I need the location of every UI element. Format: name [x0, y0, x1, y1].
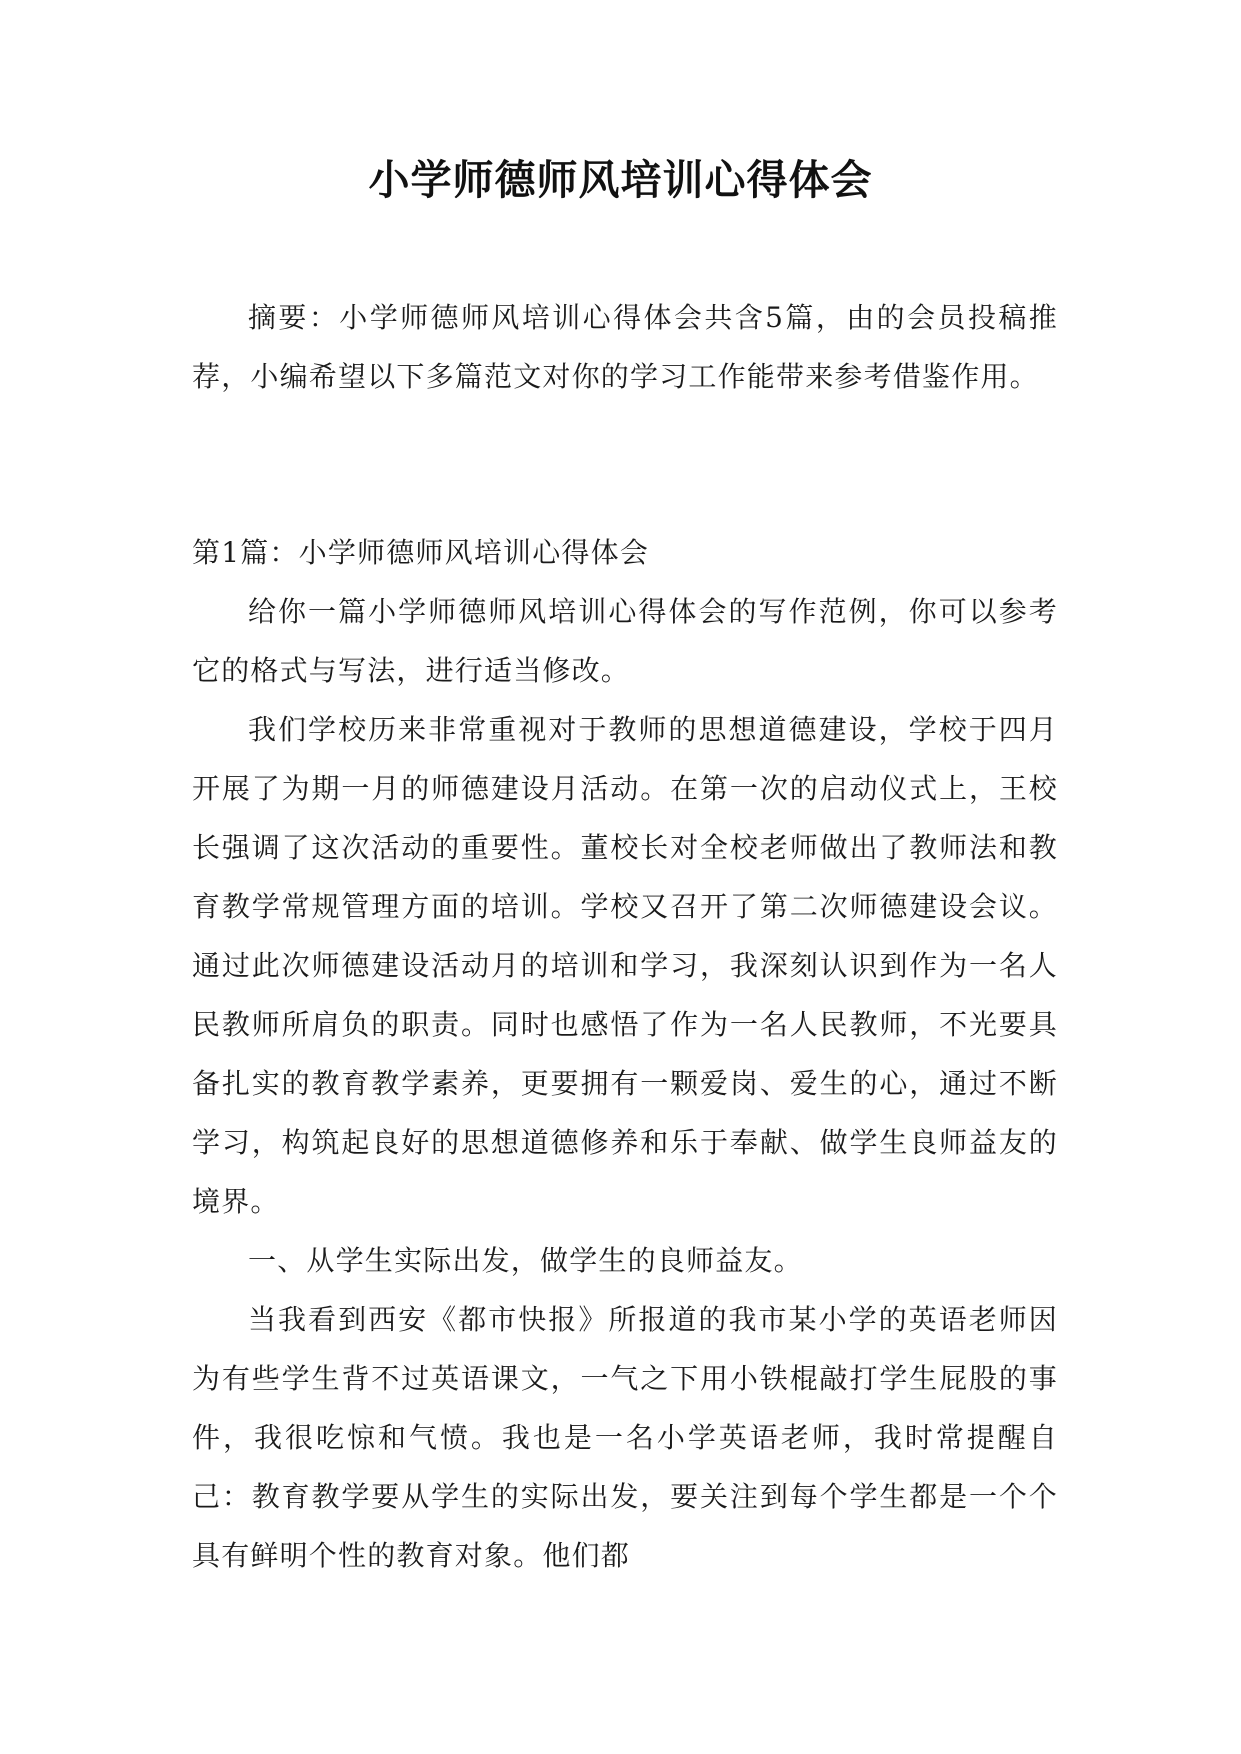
subsection-heading: 一、从学生实际出发，做学生的良师益友。	[248, 1244, 803, 1277]
article-body	[192, 523, 1058, 1585]
body-paragraph: 我们学校历来非常重视对于教师的思想道德建设，学校于四月开展了为期一月的师德建设月活动。在第一次的启动仪式上，王校长强调了这次活动的重要性。董校长对全校老师做出了教师法和教育教学常规管理方面的培训。学校又召开了第二次师德建设会议。通过此次师德建设活动月的培训和学习，我深刻认识到作为一名人民教师所肩负的职责。同时也感悟了作为一名人民教师，不光要具备扎实的教育教学素养，更要拥有一颗爱岗、爱生的心，通过不断学习，构筑起良好的思想道德修养和乐于奉献、做学生良师益友的境界。	[192, 713, 1058, 1218]
body-paragraph: 给你一篇小学师德师风培训心得体会的写作范例，你可以参考它的格式与写法，进行适当修改。	[192, 595, 1058, 687]
body-paragraph: 当我看到西安《都市快报》所报道的我市某小学的英语老师因为有些学生背不过英语课文，一气之下用小铁棍敲打学生屁股的事件，我很吃惊和气愤。我也是一名小学英语老师，我时常提醒自己：教育教学要从学生的实际出发，要关注到每个学生都是一个个具有鲜明个性的教育对象。他们都	[192, 1303, 1058, 1572]
document-title: 小学师德师风培训心得体会	[368, 156, 873, 204]
section-heading: 第1篇：小学师德师风培训心得体会	[192, 536, 650, 569]
abstract-paragraph: 摘要：小学师德师风培训心得体会共含5篇，由的会员投稿推荐，小编希望以下多篇范文对你的学习工作能带来参考借鉴作用。	[192, 301, 1058, 393]
abstract-block	[192, 288, 1058, 406]
